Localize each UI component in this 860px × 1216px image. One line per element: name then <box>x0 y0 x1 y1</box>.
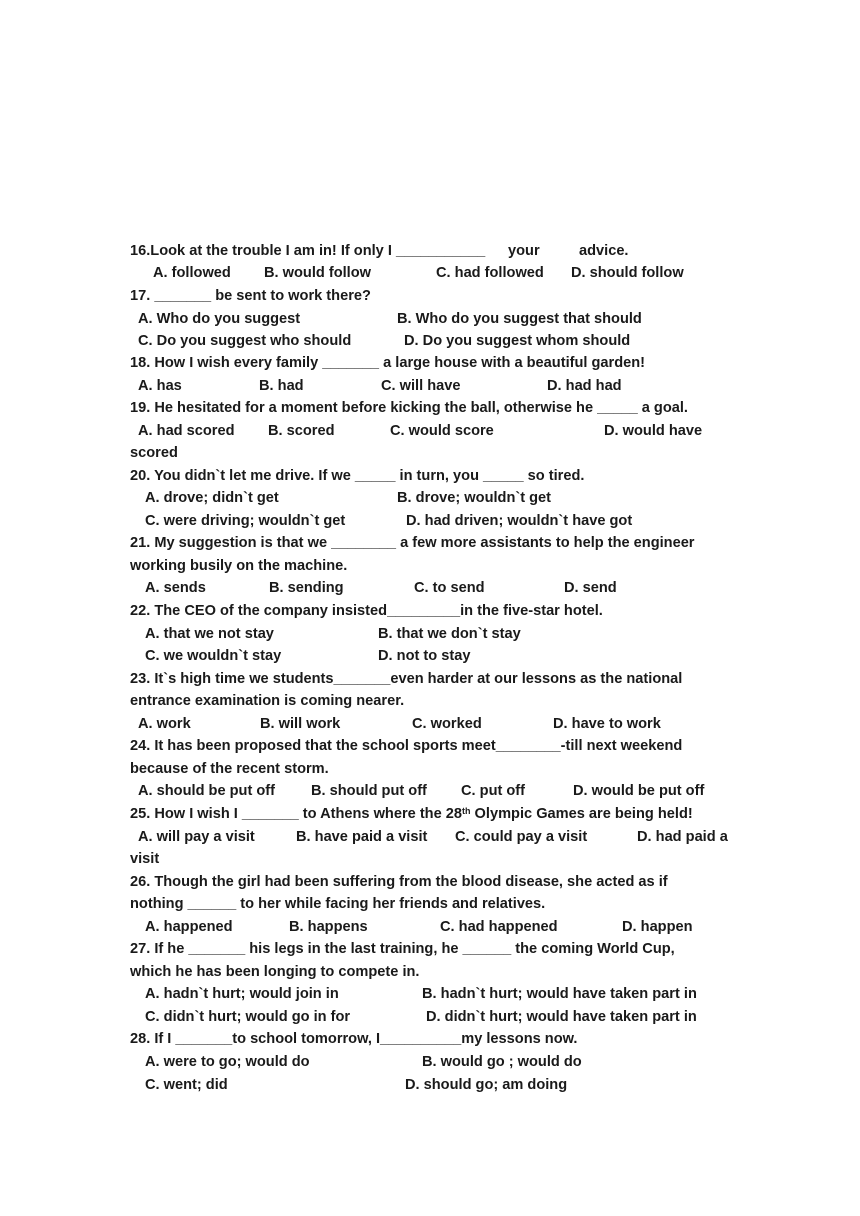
option-d: D. Do you suggest whom should <box>404 333 631 349</box>
ordinal-superscript: th <box>462 806 471 816</box>
option-a: A. were to go; would do <box>145 1054 310 1070</box>
option-b: B. should put off <box>311 783 427 799</box>
option-d-continuation: scored <box>130 445 178 461</box>
option-c: C. had followed <box>436 265 544 281</box>
question-stem-continuation: entrance examination is coming nearer. <box>130 693 405 709</box>
option-a: A. Who do you suggest <box>138 311 301 327</box>
option-b: B. drove; wouldn`t get <box>397 490 552 506</box>
option-c: C. would score <box>390 423 494 439</box>
question-stem-word: advice. <box>579 243 629 259</box>
option-d-continuation: visit <box>130 851 160 867</box>
question-stem-text: 25. How I wish I _______ to Athens where the 28 <box>130 806 462 822</box>
option-d: D. not to stay <box>378 648 471 664</box>
option-a: A. followed <box>153 265 231 281</box>
option-b: B. happens <box>289 919 368 935</box>
option-a: A. sends <box>145 580 206 596</box>
option-b: B. would follow <box>264 265 372 281</box>
option-c: C. will have <box>381 378 461 394</box>
option-d: D. send <box>564 580 617 596</box>
option-b: B. will work <box>260 716 341 732</box>
option-c: C. went; did <box>145 1077 228 1093</box>
option-b: B. scored <box>268 423 335 439</box>
option-d: D. had paid a <box>637 829 728 845</box>
option-a: A. that we not stay <box>145 626 274 642</box>
option-c: C. didn`t hurt; would go in for <box>145 1009 351 1025</box>
option-c: C. Do you suggest who should <box>138 333 352 349</box>
question-stem-word: your <box>508 243 540 259</box>
question-stem-continuation: which he has been longing to compete in. <box>130 964 420 980</box>
question-stem-continuation: nothing ______ to her while facing her friends and relatives. <box>130 896 546 912</box>
option-b: B. hadn`t hurt; would have taken part in <box>422 986 697 1002</box>
question-stem-continuation: because of the recent storm. <box>130 761 329 777</box>
question-stem: 23. It`s high time we students_______even harder at our lessons as the national <box>130 671 683 687</box>
question-stem-continuation: working busily on the machine. <box>130 558 348 574</box>
option-d: D. should go; am doing <box>405 1077 568 1093</box>
option-b: B. had <box>259 378 304 394</box>
option-c: C. could pay a visit <box>455 829 588 845</box>
option-c: C. put off <box>461 783 526 799</box>
option-b: B. would go ; would do <box>422 1054 582 1070</box>
question-stem: 18. How I wish every family _______ a large house with a beautiful garden! <box>130 355 646 371</box>
option-c: C. worked <box>412 716 482 732</box>
option-d: D. didn`t hurt; would have taken part in <box>426 1009 697 1025</box>
option-a: A. has <box>138 378 182 394</box>
option-d: D. happen <box>622 919 693 935</box>
option-d: D. should follow <box>571 265 684 281</box>
option-b: B. Who do you suggest that should <box>397 311 642 327</box>
option-d: D. would have <box>604 423 703 439</box>
option-d: D. would be put off <box>573 783 705 799</box>
question-stem: 28. If I _______to school tomorrow, I__________my lessons now. <box>130 1031 578 1047</box>
option-d: D. have to work <box>553 716 661 732</box>
question-stem: 24. It has been proposed that the school sports meet________-till next weekend <box>130 738 683 754</box>
option-a: A. hadn`t hurt; would join in <box>145 986 339 1002</box>
question-stem: 27. If he _______ his legs in the last training, he ______ the coming World Cup, <box>130 941 675 957</box>
option-c: C. were driving; wouldn`t get <box>145 513 346 529</box>
question-stem: 16.Look at the trouble I am in! If only I ___________ <box>130 243 486 259</box>
option-c: C. we wouldn`t stay <box>145 648 282 664</box>
question-stem: 22. The CEO of the company insisted_________in the five-star hotel. <box>130 603 603 619</box>
question-stem: 21. My suggestion is that we ________ a few more assistants to help the engineer <box>130 535 695 551</box>
question-stem <box>130 805 693 823</box>
option-a: A. had scored <box>138 423 235 439</box>
option-a: A. should be put off <box>138 783 275 799</box>
option-b: B. that we don`t stay <box>378 626 521 642</box>
question-stem: 19. He hesitated for a moment before kicking the ball, otherwise he _____ a goal. <box>130 400 688 416</box>
option-a: A. drove; didn`t get <box>145 490 279 506</box>
option-a: A. will pay a visit <box>138 829 255 845</box>
option-d: D. had driven; wouldn`t have got <box>406 513 633 529</box>
option-b: B. have paid a visit <box>296 829 428 845</box>
question-stem: 20. You didn`t let me drive. If we _____ in turn, you _____ so tired. <box>130 468 585 484</box>
question-stem-text: Olympic Games are being held! <box>470 806 693 822</box>
option-c: C. to send <box>414 580 485 596</box>
option-a: A. happened <box>145 919 233 935</box>
question-stem: 17. _______ be sent to work there? <box>130 288 371 304</box>
option-c: C. had happened <box>440 919 558 935</box>
question-stem: 26. Though the girl had been suffering from the blood disease, she acted as if <box>130 874 668 890</box>
option-d: D. had had <box>547 378 622 394</box>
option-b: B. sending <box>269 580 344 596</box>
option-a: A. work <box>138 716 191 732</box>
